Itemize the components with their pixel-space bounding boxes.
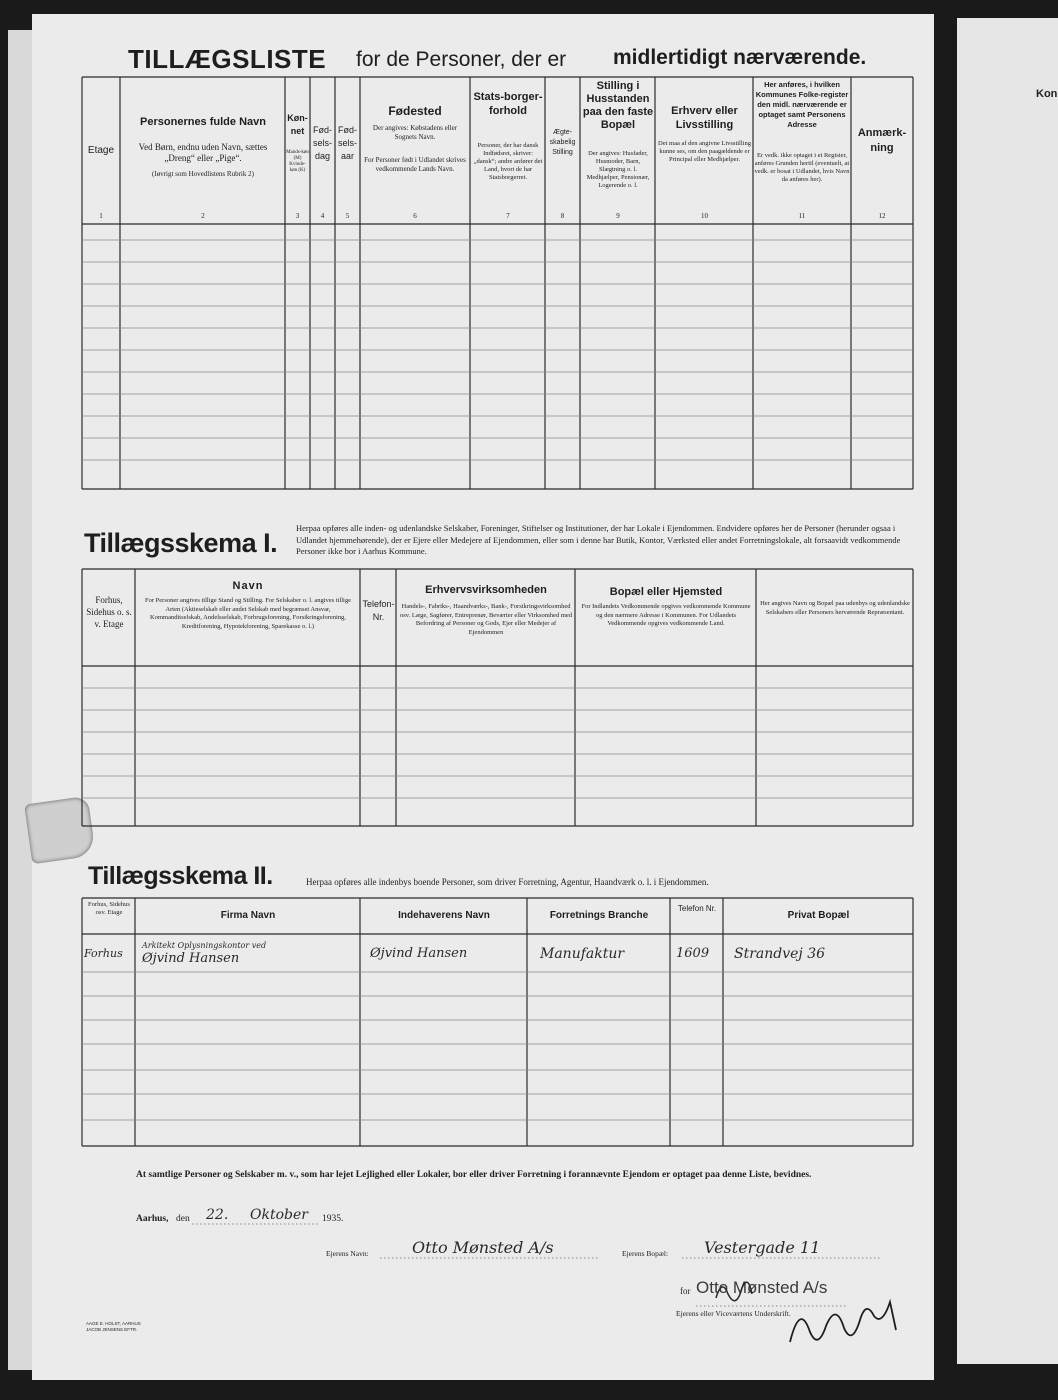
page-title-main: TILLÆGSLISTE [128, 44, 327, 74]
year: 1935. [322, 1214, 344, 1224]
city-label: Aarhus, [136, 1214, 169, 1224]
schema2-row-bopael: Strandvej 36 [734, 946, 826, 962]
col-stilling-header: Stilling i Husstanden paa den faste Bopæl [582, 80, 654, 131]
schema1-col-repraesentant-note: Her angives Navn og Bopæl paa udenbys og udenlandske Selskabers eller Personers herværende Repræsentant. [760, 600, 910, 616]
schema2-title: Tillægsskema II. [88, 862, 273, 890]
owner-name-value: Otto Mønsted A/s [412, 1238, 554, 1257]
col-erhverv-note: Det maa af den angivne Livsstilling kunne ses, om den paagældende er Principal eller Medhjælper. [658, 140, 751, 163]
printer-imprint [86, 1321, 141, 1333]
col-fodselsaar-header: Fød-sels-aar [337, 125, 357, 161]
schema2-row-indehaver: Øjvind Hansen [370, 946, 468, 961]
col-name-note2: (Iøvrigt som Hovedlistens Rubrik 2) [152, 170, 254, 178]
col-number: 1 [99, 212, 103, 220]
col-erhverv-header: Erhverv eller Livsstilling [671, 105, 738, 131]
printer-line: AAGE E. HOLST, AARHUS [86, 1321, 141, 1326]
owner-address-label: Ejerens Bopæl: [622, 1249, 669, 1258]
col-anmaerkning-header: Anmærk-ning [857, 127, 907, 154]
schema1-col-navn-header: Navn [232, 580, 264, 592]
schema1-col-navn-note: For Personer angives tillige Stand og Stilling. For Selskaber o. l. angives tillige Arten (Aktieselskab eller andet Selskab med begrænset Ansvar, Kommanditselskab, Andelsselskab, Forbrugsforening, Forsikringsforening, Kreditforening, Hypotekforening, Sparekasse o. l.) [145, 597, 351, 630]
col-name-header: Personernes fulde Navn [140, 116, 266, 128]
schema2-col-bopael-header: Privat Bopæl [787, 910, 850, 921]
schema2-row-firma-line2: Øjvind Hansen [142, 951, 240, 966]
schema1-col-etage-header: Forhus, Sidehus o. s. v. Etage [86, 595, 132, 629]
date-month: Oktober [250, 1207, 308, 1223]
col-statsborger-note: Personer, der har dansk Indfødsret, skriver: „dansk“; andre anfører det Land, hvori de har Statsborgerret. [473, 142, 543, 181]
col-kon-note: Mands-køn (M) Kvinde-køn (K) [286, 150, 309, 173]
den-label: den [176, 1214, 190, 1224]
col-number: 9 [616, 212, 620, 220]
schema1-description: Herpaa opføres alle inden- og udenlandske Selskaber, Foreninger, Stiftelser og Institutioner, der har Lokale i Ejendommen. Endvidere opføres her de Personer (herunder ogsaa i Udlandet hjemmehørende), der er Ejere eller Medejere af Ejendommen, eller som i denne har Butik, Kontor, Værksted eller andet Forretningslokale, alt forsaavidt vedkommende Personer ikke bor i Aarhus Kommune. [296, 523, 901, 556]
col-number: 5 [345, 212, 350, 220]
date-day: 22. [206, 1207, 229, 1223]
col-number: 7 [506, 212, 510, 220]
schema2-row-etage: Forhus [84, 947, 123, 960]
col-fodested-note2: For Personer født i Udlandet skrives vedkommende Lands Navn. [364, 156, 466, 173]
col-number: 4 [320, 212, 325, 220]
company-stamp: Otto Mønsted A/s [696, 1278, 828, 1297]
col-number: 8 [560, 212, 565, 220]
printer-line: JACOB JENSENS EFTR. [86, 1327, 138, 1332]
col-folkeregister-header: Her anføres, i hvilken Kommunes Folke-register den midl. nærværende er optaget samt Personens Adresse [755, 80, 849, 129]
col-number: 10 [701, 212, 708, 220]
col-stilling-note: Der angives: Husfader, Husmoder, Barn, Slægtning o. l. Medhjælper, Pensionær, Logerende o. l. [586, 150, 650, 189]
schema1-title: Tillægsskema I. [84, 528, 278, 558]
col-number: 2 [201, 212, 205, 220]
schema2-row-telefon: 1609 [676, 946, 710, 961]
schema1-col-erhverv-note: Handels-, Fabriks-, Haandværks-, Bank-, Forsikringsvirksomhed osv. Læge, Sagfører, Entreprenør, Beværter eller Virksomhed med Befordring af Personer og Gods, Ejer eller Medejer af Ejendommen [400, 603, 573, 636]
col-fodselsdag-header: Fød-sels-dag [312, 125, 332, 161]
schema1-col-bopael-note: For Indlandets Vedkommende opgives vedkommende Kommune og den nærmere Adresse i Kommunen. For Udlandets Vedkommende opgives vedkommende Land. [581, 603, 751, 627]
certification-text: At samtlige Personer og Selskaber m. v., som har lejet Lejlighed eller Lokaler, bor eller driver Forretning i forannævnte Ejendom er optaget paa denne Liste, bevidnes. [136, 1170, 812, 1180]
col-aegteskab-header: Ægte-skabelig Stilling [549, 129, 576, 156]
col-kon-header: Køn-net [287, 113, 308, 136]
schema2-col-firma-header: Firma Navn [220, 910, 276, 921]
col-number: 6 [413, 212, 417, 220]
schema2-row-branche: Manufaktur [540, 946, 625, 962]
schema2-col-etage-header: Forhus, Sidehus osv. Etage [88, 901, 130, 916]
owner-name-label: Ejerens Navn: [326, 1249, 369, 1258]
schema1-col-telefon-header: Telefon-Nr. [362, 599, 395, 622]
page-title-mid: for de Personer, der er [356, 48, 567, 71]
schema2-row-firma-line1: Arkitekt Oplysningskontor ved [142, 941, 267, 950]
adjacent-page-fragment: Kon [1036, 88, 1058, 100]
col-fodested-header: Fødested [388, 104, 442, 118]
col-fodested-note: Der angives: Købstadens eller Sognets Navn. [372, 124, 458, 141]
schema1-col-bopael-header: Bopæl eller Hjemsted [609, 586, 723, 598]
page-title-bold: midlertidigt nærværende. [613, 46, 867, 69]
col-folkeregister-note: Er vedk. ikke optaget i et Register, anføres Grunden hertil (eventuelt, at vedk. er bosat i Udlandet, hvis Navn da anføres her). [754, 152, 850, 183]
col-etage-header: Etage [87, 145, 115, 156]
col-statsborger-header: Stats-borger-forhold [473, 91, 543, 117]
schema2-col-branche-header: Forretnings Branche [549, 910, 649, 921]
col-number: 12 [878, 212, 886, 220]
schema2-col-telefon-header: Telefon Nr. [677, 904, 717, 913]
col-number: 11 [798, 212, 806, 220]
stamp-prefix: for [680, 1286, 691, 1296]
col-number: 3 [295, 212, 300, 220]
schema2-description: Herpaa opføres alle indenbys boende Personer, som driver Forretning, Agentur, Haandværk o. l. i Ejendommen. [306, 877, 709, 887]
schema1-col-erhverv-header: Erhvervsvirksomheden [425, 584, 547, 596]
schema2-col-indehaver-header: Indehaverens Navn [398, 910, 490, 921]
signature-label: Ejerens eller Viceværtens Underskrift. [676, 1309, 791, 1318]
col-name-note: Ved Børn, endnu uden Navn, sættes „Dreng“ eller „Pige“. [138, 142, 268, 163]
owner-address-value: Vestergade 11 [704, 1238, 821, 1257]
